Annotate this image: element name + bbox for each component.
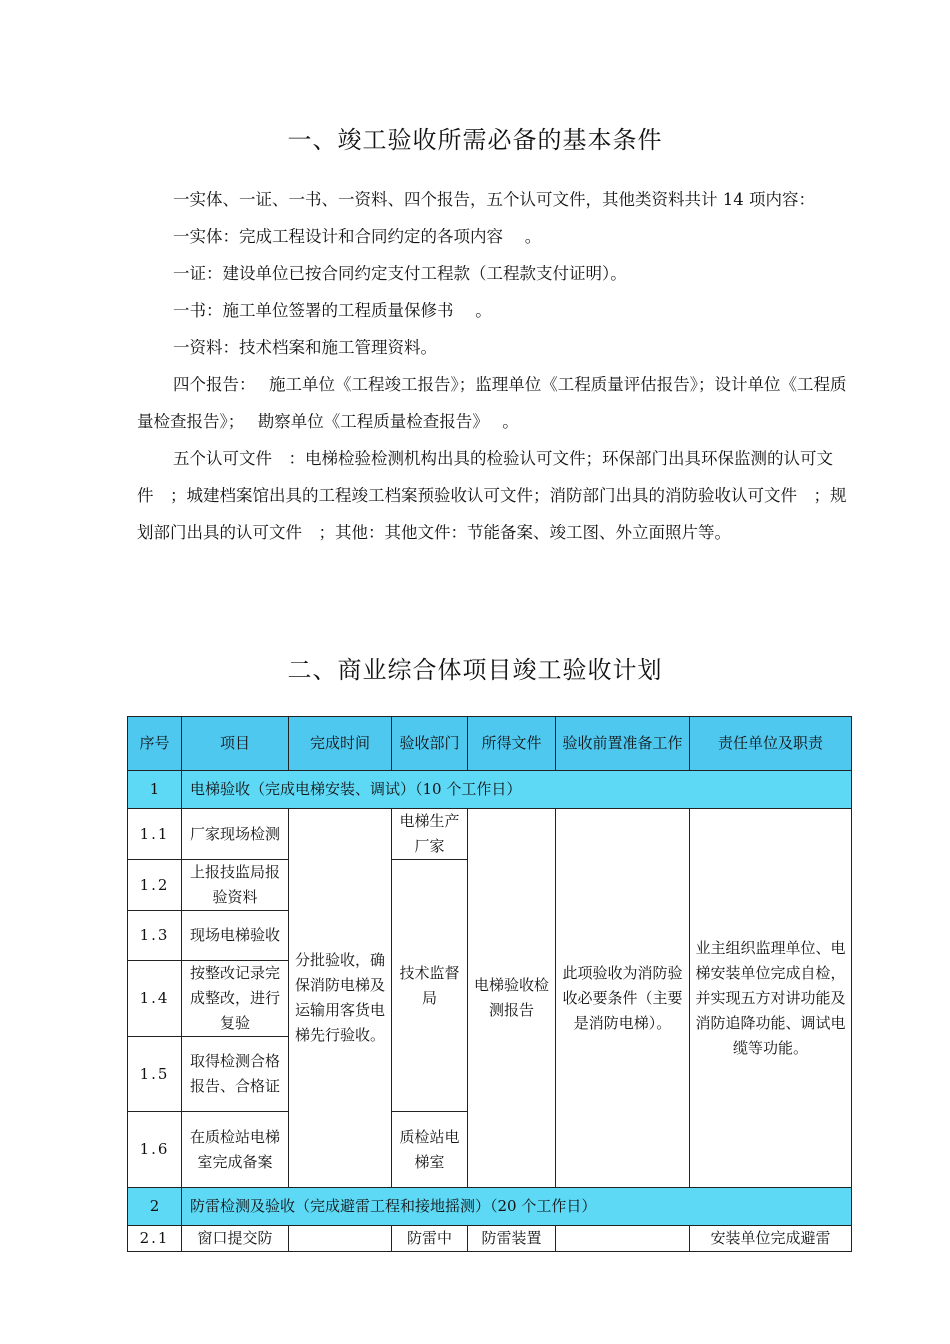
row-item: 取得检测合格报告、合格证: [182, 1037, 289, 1112]
section-1-title: 一、竣工验收所需必备的基本条件: [287, 126, 663, 154]
row-seq: 1.3: [128, 911, 182, 961]
row-seq: 2.1: [128, 1226, 182, 1252]
header-time: 完成时间: [289, 717, 392, 771]
row-item: 厂家现场检测: [182, 809, 289, 860]
table-row: [128, 809, 852, 860]
time-cell: [289, 1226, 392, 1252]
row-item: 现场电梯验收: [182, 911, 289, 961]
table-row: [128, 1226, 852, 1252]
row-seq: 1.5: [128, 1037, 182, 1112]
item-four-reports: 四个报告： 施工单位《工程竣工报告》；监理单位《工程质量评估报告》；设计单位《工程质量检查报告》； 勘察单位《工程质量检查报告》 。: [137, 375, 847, 431]
header-seq: 序号: [128, 717, 182, 771]
document-cell: 防雷装置: [468, 1226, 556, 1252]
item-five-approvals: 五个认可文件 ：电梯检验检测机构出具的检验认可文件；环保部门出具环保监测的认可文件 ；城建档案馆出具的工程竣工档案预验收认可文件；消防部门出具的消防验收认可文件 ；规划部门出具的认可文件 ；其他：其他文件：节能备案、竣工图、外立面照片等。: [137, 449, 847, 542]
header-item: 项目: [182, 717, 289, 771]
dept-cell: 技术监督局: [392, 860, 468, 1112]
group-row-lightning: [128, 1188, 852, 1226]
row-seq: 1.4: [128, 961, 182, 1037]
prep-cell: [556, 1226, 690, 1252]
time-cell: 分批验收，确保消防电梯及运输用客货电梯先行验收。: [289, 809, 392, 1188]
row-item: 窗口提交防: [182, 1226, 289, 1252]
group-row-elevator: [128, 771, 852, 809]
intro-paragraph: 一实体、一证、一书、一资料、四个报告，五个认可文件，其他类资料共计 14 项内容：: [173, 190, 815, 209]
header-document: 所得文件: [468, 717, 556, 771]
responsibility-cell: 业主组织监理单位、电梯安装单位完成自检，并实现五方对讲功能及消防追降功能、调试电缆等功能。: [690, 809, 852, 1188]
dept-cell: 质检站电梯室: [392, 1112, 468, 1188]
item-certificate: 一证：建设单位已按合同约定支付工程款（工程款支付证明）。: [173, 264, 627, 283]
item-documents: 一资料：技术档案和施工管理资料。: [173, 338, 437, 357]
table-header-row: [128, 717, 852, 771]
group-title: 电梯验收（完成电梯安装、调试）（10 个工作日）: [182, 771, 852, 809]
group-title: 防雷检测及验收（完成避雷工程和接地摇测）（20 个工作日）: [182, 1188, 852, 1226]
responsibility-cell: 安装单位完成避雷: [690, 1226, 852, 1252]
section-1-body: [137, 181, 859, 551]
document-cell: 电梯验收检测报告: [468, 809, 556, 1188]
dept-cell: 防雷中: [392, 1226, 468, 1252]
header-dept: 验收部门: [392, 717, 468, 771]
acceptance-plan-table: [127, 716, 852, 1252]
group-seq: 2: [128, 1188, 182, 1226]
row-item: 在质检站电梯室完成备案: [182, 1112, 289, 1188]
row-seq: 1.2: [128, 860, 182, 911]
item-warranty: 一书：施工单位签署的工程质量保修书 。: [173, 301, 492, 320]
dept-cell: 电梯生产厂家: [392, 809, 468, 860]
item-entity: 一实体：完成工程设计和合同约定的各项内容 。: [173, 227, 542, 246]
header-responsibility: 责任单位及职责: [690, 717, 852, 771]
section-2-title: 二、商业综合体项目竣工验收计划: [287, 656, 663, 684]
row-item: 上报技监局报验资料: [182, 860, 289, 911]
group-seq: 1: [128, 771, 182, 809]
prep-cell: 此项验收为消防验收必要条件（主要是消防电梯）。: [556, 809, 690, 1188]
row-item: 按整改记录完成整改，进行复验: [182, 961, 289, 1037]
row-seq: 1.6: [128, 1112, 182, 1188]
header-prep: 验收前置准备工作: [556, 717, 690, 771]
row-seq: 1.1: [128, 809, 182, 860]
